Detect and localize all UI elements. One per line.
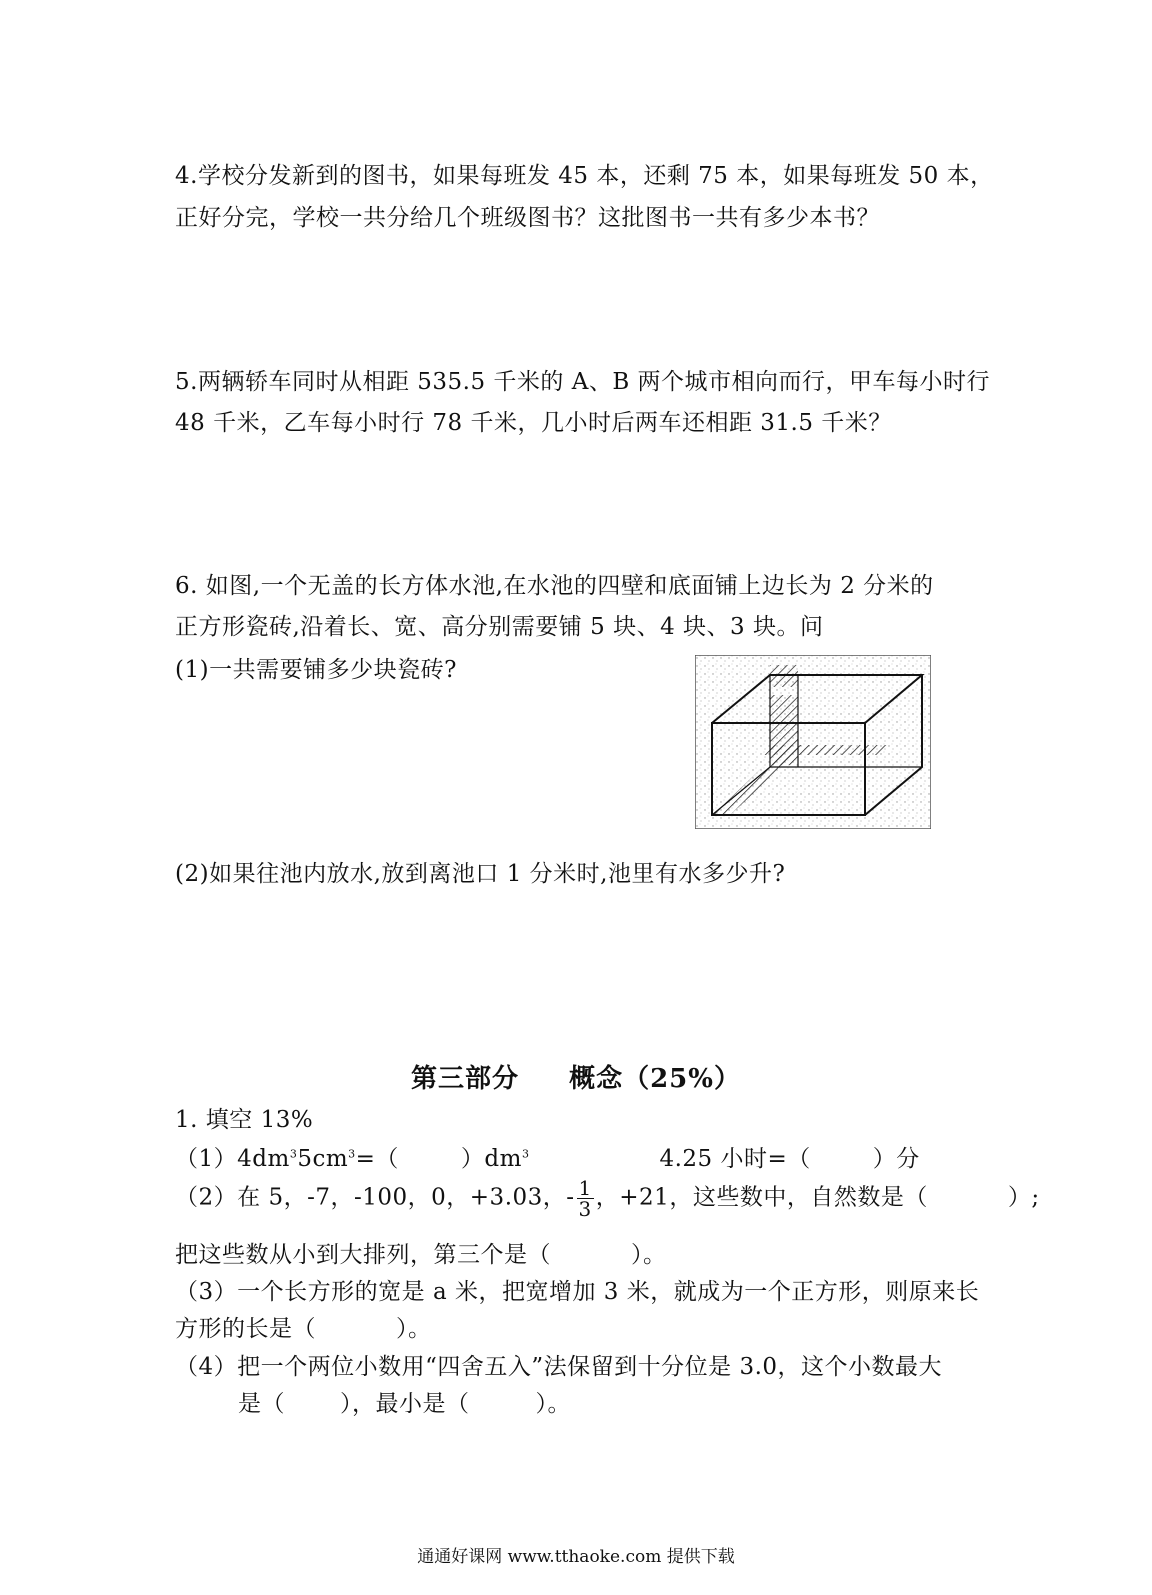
section-part: 第三部分 <box>411 1064 520 1094</box>
fill-q4-line-2 <box>238 1385 571 1418</box>
problem-5-line-1: 5.两辆轿车同时从相距 535.5 千米的 A、B 两个城市相向而行，甲车每小时行 <box>175 369 991 395</box>
fill-q1-b-suffix: ）分 <box>872 1146 920 1172</box>
fill-q3-line-1: （3）一个长方形的宽是 a 米，把宽增加 3 米，就成为一个正方形，则原来长 <box>175 1279 980 1305</box>
fill-q4-line-2-c: ）。 <box>535 1391 571 1417</box>
fill-q1-a-mid: 5cm <box>297 1146 349 1172</box>
fill-q4-line-2-b: ），最小是（ <box>340 1391 470 1417</box>
fill-q3-line-2-end: ）。 <box>396 1316 432 1342</box>
problem-6-question-1: (1)一共需要铺多少块瓷砖? <box>175 657 457 683</box>
problem-6-question-2: (2)如果往池内放水,放到离池口 1 分米时,池里有水多少升? <box>175 861 786 887</box>
problem-6-line-1: 6. 如图,一个无盖的长方体水池,在水池的四壁和底面铺上边长为 2 分米的 <box>175 573 934 599</box>
cube-exponent: 3 <box>521 1147 530 1161</box>
fill-q3-line-2-text: 方形的长是（ <box>175 1316 316 1342</box>
fill-q2-line-2-text: 把这些数从小到大排列，第三个是（ <box>175 1242 551 1268</box>
fraction-denominator: 3 <box>578 1197 592 1221</box>
fill-q2-line-2 <box>175 1236 667 1269</box>
fill-q2-line-2-end: ）。 <box>631 1242 667 1268</box>
footer-source: 通通好课网 www.tthaoke.com 提供下载 <box>417 1547 735 1567</box>
section-name: 概念（25%） <box>569 1064 741 1094</box>
fill-q3-line-2 <box>175 1310 432 1343</box>
problem-5-line-2: 48 千米，乙车每小时行 78 千米，几小时后两车还相距 31.5 千米？ <box>175 410 892 436</box>
fill-q2-prefix: （2）在 5，-7，-100，0，+3.03，- <box>175 1184 575 1211</box>
section-title <box>0 1058 1152 1095</box>
problem-6-line-2: 正方形瓷砖,沿着长、宽、高分别需要铺 5 块、4 块、3 块。问 <box>175 614 824 640</box>
fraction-one-third <box>577 1178 594 1219</box>
fill-q1-a-prefix: （1）4dm <box>175 1146 290 1172</box>
fill-q4-line-1: （4）把一个两位小数用“四舍五入”法保留到十分位是 3.0，这个小数最大 <box>175 1354 943 1380</box>
fill-q2-line-1 <box>175 1178 1040 1219</box>
problem-4-line-2: 正好分完，学校一共分给几个班级图书？这批图书一共有多少本书？ <box>175 205 880 231</box>
fill-q2-suffix: ，+21，这些数中，自然数是（ <box>595 1184 928 1211</box>
fill-q4-line-2-a: 是（ <box>238 1391 285 1417</box>
fill-q1-a-close: ）dm <box>460 1146 522 1172</box>
fraction-numerator: 1 <box>578 1176 592 1200</box>
floor-tile-row-back <box>760 745 893 755</box>
fill-heading: 1. 填空 13% <box>175 1107 314 1133</box>
cube-exponent: 3 <box>348 1147 356 1161</box>
cuboid-diagram <box>695 655 931 829</box>
fill-q1 <box>175 1140 920 1173</box>
cube-exponent: 3 <box>289 1147 298 1161</box>
fill-q1-b-prefix: 4.25 小时=（ <box>659 1146 811 1172</box>
fill-q2-end: ）; <box>1007 1184 1040 1211</box>
problem-4-line-1: 4.学校分发新到的图书，如果每班发 45 本，还剩 75 本，如果每班发 50 本， <box>175 163 994 189</box>
pool-figure <box>695 655 931 833</box>
fill-q1-a-eq: =（ <box>355 1146 399 1172</box>
